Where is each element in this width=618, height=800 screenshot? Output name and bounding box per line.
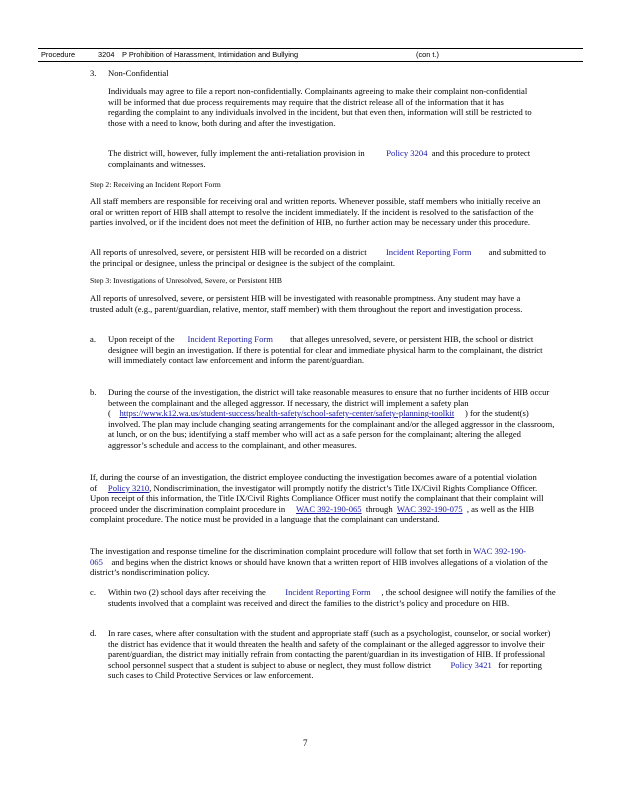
section-heading: Non-Confidential (108, 68, 169, 78)
header-label: Procedure (41, 50, 76, 59)
header-continued: (con t.) (416, 50, 439, 59)
paragraph: All reports of unresolved, severe, or persistent HIB will be investigated with reasonable promptness. Any student may have a trusted adult (e.g., parent/guardian, relative, mentor, staff member) with them throughout the report and investigation process. (90, 293, 523, 314)
wac-link[interactable]: WAC 392-190-065 (90, 546, 527, 567)
list-marker: d. (90, 628, 97, 638)
list-item: Upon receipt of the Incident Reporting Form that alleges unresolved, severe, or persistent HIB, the school or district designee will begin an investigation. If there is potential for clear and immediate physical harm to the complainant, the district will immediately contact law enforcement and inform the parent/guardian. (108, 334, 543, 366)
list-item: Within two (2) school days after receiving the Incident Reporting Form , the school designee will notify the families of the students involved that a complaint was received and direct the families to the district’s policy and procedure on HIB. (108, 587, 556, 608)
policy-link[interactable]: Policy 3421 (450, 659, 492, 670)
form-link[interactable]: Incident Reporting Form (187, 334, 273, 344)
paragraph: Individuals may agree to file a report non-confidentially. Complainants agreeing to make their complaint non-confidential will be informed that due process requirements may require that the district release all of the information that it has regarding the complaint to any individuals involved in the incident, but that even then, information will still be restricted to those with a need to know, both during and after the investigation. (108, 86, 532, 128)
wac-link[interactable]: WAC 392-190-065 (295, 503, 362, 514)
list-marker: a. (90, 334, 96, 344)
list-item: During the course of the investigation, the district will take reasonable measures to ensure that no further incidents of HIB occur between the complainant and the alleged aggressor. If necessary, the district will implement a safety plan ( https://www.k12.wa.us/student-success/health-safety/school-safety-center/safety-planning-toolkit ) for the student(s) involved. The plan may include changing seating arrangements for the complainant and/or the alleged aggressor in the classroom, at lunch, or on the bus; identifying a staff member who will act as a safe person for the complainant; altering the alleged aggressor’s schedule and access to the complainant, and other measures. (108, 387, 555, 450)
header-title: P Prohibition of Harassment, Intimidation and Bullying (122, 50, 299, 59)
paragraph: If, during the course of an investigation, the district employee conducting the investigation becomes aware of a potential violation of Policy 3210, Nondiscrimination, the investigator will promptly notify the district’s Title IX/Civil Rights Compliance Officer. Upon receipt of this information, the Title IX/Civil Rights Compliance Officer must notify the complainant that their complaint will proceed under the discrimination complaint procedure in WAC 392-190-065 through WAC 392-190-075 , as well as the HIB complaint procedure. The notice must be provided in a language that the complainant can understand. (90, 472, 544, 525)
form-link[interactable]: Incident Reporting Form (285, 587, 371, 597)
step-heading: Step 3: Investigations of Unresolved, Severe, or Persistent HIB (90, 276, 282, 285)
header-number: 3204 (98, 50, 115, 59)
policy-link[interactable]: Policy 3210 (107, 482, 150, 493)
list-marker: c. (90, 587, 96, 597)
step-heading: Step 2: Receiving an Incident Report Form (90, 180, 221, 189)
list-item: In rare cases, where after consultation with the student and appropriate staff (such as a psychologist, counselor, or social worker) the district has evidence that it would threaten the health and safety of the complainant or the alleged aggressor to involve their parent/guardian, the district may initially refrain from contacting the parent/guardian in its investigation of HIB. If professional school personnel suspect that a student is subject to abuse or neglect, they must follow district Policy 3421 for reporting such cases to Child Protective Services or law enforcement. (108, 628, 551, 681)
safety-plan-link[interactable]: https://www.k12.wa.us/student-success/health-safety/school-safety-center/safety-planning-toolkit (119, 408, 455, 419)
section-number: 3. (90, 68, 97, 78)
paragraph: All staff members are responsible for receiving oral and written reports. Whenever possible, staff members who initially receive an oral or written report of HIB shall attempt to resolve the incident immediately. If the incident is resolved to the satisfaction of the parties involved, or if the incident does not meet the definition of HIB, no further action may be necessary under this procedure. (90, 196, 541, 228)
paragraph: The investigation and response timeline for the discrimination complaint procedure will follow that set forth in WAC 392-190-065 and begins when the district knows or should have known that a written report of HIB involves allegations of a violation of the district’s nondiscrimination policy. (90, 546, 548, 578)
paragraph: All reports of unresolved, severe, or persistent HIB will be recorded on a district Incident Reporting Form and submitted to the principal or designee, unless the principal or designee is the subject of the complaint. (90, 247, 546, 268)
wac-link[interactable]: WAC 392-190-075 (396, 503, 463, 514)
list-marker: b. (90, 387, 97, 397)
form-link[interactable]: Incident Reporting Form (385, 247, 472, 257)
paragraph: The district will, however, fully implement the anti-retaliation provision in Policy 3204 and this procedure to protect complainants and witnesses. (108, 148, 531, 169)
policy-link[interactable]: Policy 3204 (386, 148, 428, 158)
page-number: 7 (303, 738, 308, 748)
document-header (38, 48, 583, 62)
